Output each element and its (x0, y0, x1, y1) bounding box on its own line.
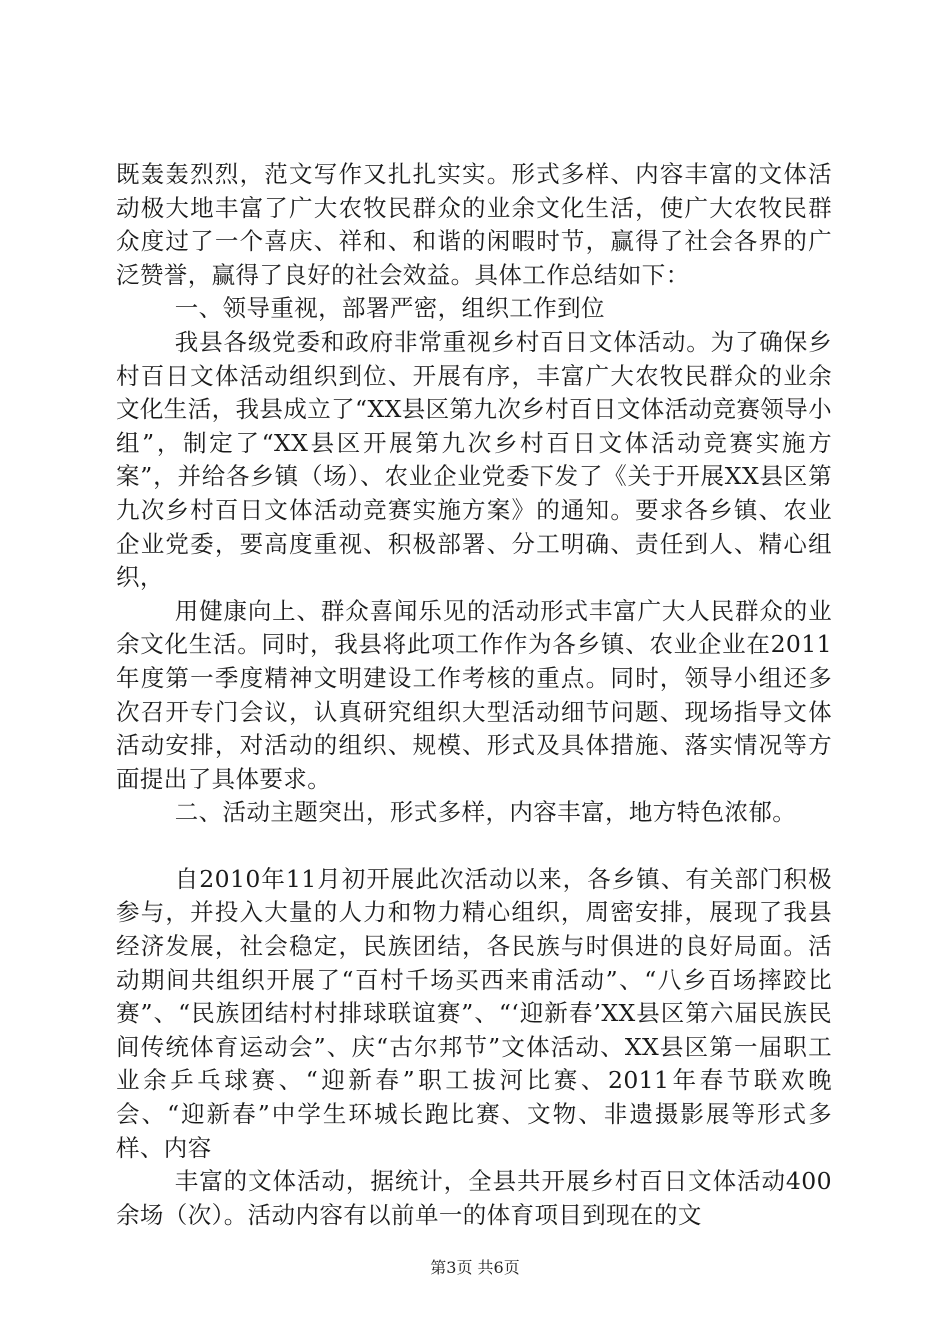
blank-line (116, 830, 832, 863)
paragraph-1: 既轰轰烈烈，范文写作又扎扎实实。形式多样、内容丰富的文体活动极大地丰富了广大农牧民群众的业余文化生活，使广大农牧民群众度过了一个喜庆、祥和、和谐的闲暇时节，赢得了社会各界的广泛赞誉，赢得了良好的社会效益。具体工作总结如下： (116, 160, 832, 289)
paragraph-5: 丰富的文体活动，据统计，全县共开展乡村百日文体活动400余场（次）。活动内容有以前单一的体育项目到现在的文 (116, 1167, 832, 1229)
page-footer: 第3页 共6页 (430, 1258, 520, 1277)
paragraph-2: 我县各级党委和政府非常重视乡村百日文体活动。为了确保乡村百日文体活动组织到位、开展有序，丰富广大农牧民群众的业余文化生活，我县成立了“XX县区第九次乡村百日文体活动竞赛领导小组”，制定了“XX县区开展第九次乡村百日文体活动竞赛实施方案”，并给各乡镇（场）、农业企业党委下发了《关于开展XX县区第九次乡村百日文体活动竞赛实施方案》的通知。要求各乡镇、农业企业党委，要高度重视、积极部署、分工明确、责任到人、精心组织， (116, 327, 832, 592)
section-heading-1: 一、领导重视，部署严密，组织工作到位 (174, 294, 605, 323)
document-body (116, 158, 832, 1232)
paragraph-4: 自2010年11月初开展此次活动以来，各乡镇、有关部门积极参与，并投入大量的人力和物力精心组织，周密安排，展现了我县经济发展，社会稳定，民族团结，各民族与时俱进的良好局面。活动期间共组织开展了“百村千场买西来甫活动”、“八乡百场摔跤比赛”、“民族团结村村排球联谊赛”、“‘迎新春’XX县区第六届民族民间传统体育运动会”、庆“古尔邦节”文体活动、XX县区第一届职工业余乒乓球赛、“迎新春”职工拔河比赛、2011年春节联欢晚会、“迎新春”中学生环城长跑比赛、文物、非遗摄影展等形式多样、内容 (116, 864, 832, 1162)
section-heading-2: 二、活动主题突出，形式多样，内容丰富，地方特色浓郁。 (174, 798, 797, 827)
paragraph-3: 用健康向上、群众喜闻乐见的活动形式丰富广大人民群众的业余文化生活。同时，我县将此项工作作为各乡镇、农业企业在2011年度第一季度精神文明建设工作考核的重点。同时，领导小组还多次召开专门会议，认真研究组织大型活动细节问题、现场指导文体活动安排，对活动的组织、规模、形式及具体措施、落实情况等方面提出了具体要求。 (116, 596, 832, 793)
